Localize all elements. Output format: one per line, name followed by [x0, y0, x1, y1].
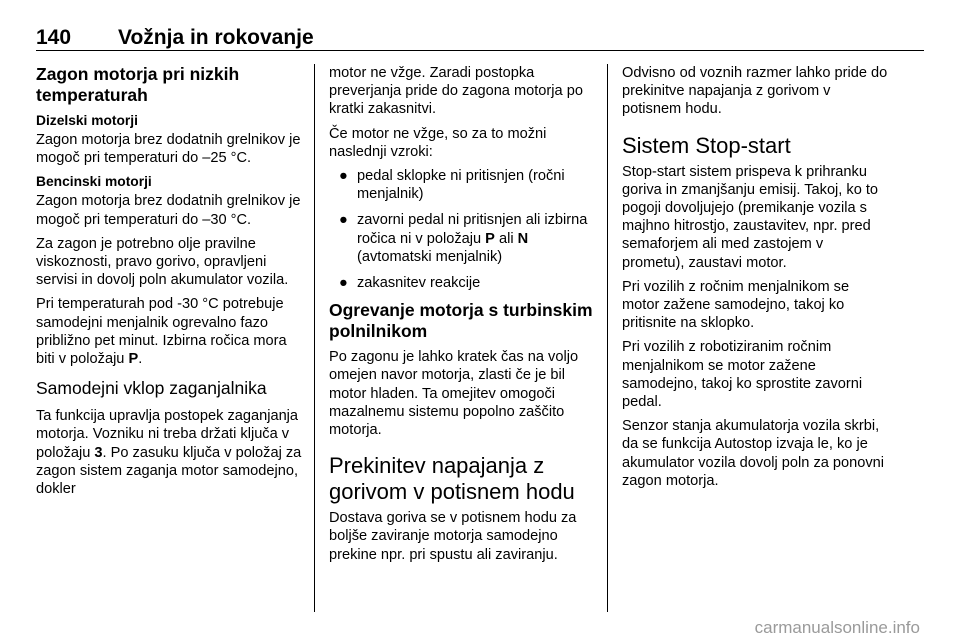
- paragraph-stop-start: Stop-start sistem prispeva k prihranku goriva in zmanjšanju emisij. Takoj, ko to pogoji dovoljujejo (premikanje vozila s majhno hitrostjo, zaustavitev, npr. pred semaforjem ali med zastojem v prometu), zaustavi motor.: [622, 163, 879, 271]
- column-2: [329, 64, 595, 570]
- paragraph-continuation: motor ne vžge. Zaradi postopka preverjanja pride do zagona motorja po kratki zakasnitvi.: [329, 65, 583, 118]
- causes-list: [329, 167, 595, 292]
- header-rule: [36, 50, 924, 51]
- paragraph-fuel-cutoff-continued: Odvisno od voznih razmer lahko pride do prekinitve napajanja z gorivom v potisnem hodu.: [622, 65, 888, 118]
- watermark: carmanualsonline.info: [754, 618, 920, 637]
- column-3: [622, 64, 888, 496]
- paragraph-battery-sensor: Senzor stanja akumulatorja vozila skrbi, da se funkcija Autostop izvaja le, ko je akumulator vozila dovolj poln za ponovni zagon motorja.: [622, 418, 885, 489]
- paragraph-auto-starter: Ta funkcija upravlja postopek zaganjanja motorja. Vozniku ni treba držati ključa v položaju 3. Po zasuku ključa v položaj za zagon sistem zaganja motor samodejno, dokler: [36, 408, 302, 498]
- paragraph-petrol: Zagon motorja brez dodatnih grelnikov je mogoč pri temperaturi do –30 °C.: [36, 193, 301, 228]
- paragraph-requirements: Za zagon je potrebno olje pravilne viskoznosti, pravo gorivo, opravljeni servisi in dovolj poln akumulator vozila.: [36, 235, 289, 289]
- section-title-cold-start: Zagon motorja pri nizkih temperaturah: [36, 64, 240, 105]
- list-item: ● zakasnitev reakcije: [339, 275, 481, 292]
- paragraph-fuel-cutoff: Dostava goriva se v potisnem hodu za boljše zaviranje motorja samodejno prekine npr. pri spustu ali zaviranju.: [329, 510, 577, 563]
- list-item: ● zavorni pedal ni pritisnjen ali izbirna ročica ni v položaju P ali N (avtomatski menjalnik): [339, 212, 588, 265]
- paragraph-auto-transmission: Pri temperaturah pod -30 °C potrebuje samodejni menjalnik ogrevalno fazo približno pet minut. Izbirna ročica mora biti v položaju P.: [36, 296, 287, 368]
- paragraph-causes-intro: Če motor ne vžge, so za to možni naslednji vzroki:: [329, 125, 547, 160]
- paragraph-turbo: Po zagonu je lahko kratek čas na voljo omejen navor motorja, zlasti če je bil motor hladen. Ta omejitev omogoči mazalnemu sistemu popolno zaščito motorja.: [329, 349, 579, 439]
- subheading-diesel: Dizelski motorji: [36, 113, 138, 128]
- page-number: 140: [36, 26, 72, 49]
- paragraph-robotized: Pri vozilih z robotiziranim ročnim menjalnikom se motor zažene samodejno, takoj ko sprostite zavorni pedal.: [622, 339, 863, 411]
- subheading-petrol: Bencinski motorji: [36, 174, 152, 190]
- section-title-turbo: Ogrevanje motorja s turbinskim polnilnikom: [329, 300, 593, 342]
- section-title-auto-starter: Samodejni vklop zaganjalnika: [36, 378, 267, 399]
- paragraph-manual: Pri vozilih z ročnim menjalnikom se motor zažene samodejno, takoj ko pritisnite na sklopko.: [622, 278, 850, 332]
- paragraph-diesel: Zagon motorja brez dodatnih grelnikov je mogoč pri temperaturi do –25 °C.: [36, 132, 301, 167]
- section-title-stop-start: Sistem Stop-start: [622, 132, 791, 158]
- column-divider-2: [607, 64, 608, 612]
- column-1: [36, 64, 302, 504]
- page-header: [36, 22, 924, 52]
- chapter-title: Vožnja in rokovanje: [118, 26, 314, 49]
- list-item: ● pedal sklopke ni pritisnjen (ročni menjalnik): [339, 168, 565, 203]
- column-divider-1: [314, 64, 315, 612]
- section-title-fuel-cutoff: Prekinitev napajanja z gorivom v potisnem hodu: [329, 453, 575, 505]
